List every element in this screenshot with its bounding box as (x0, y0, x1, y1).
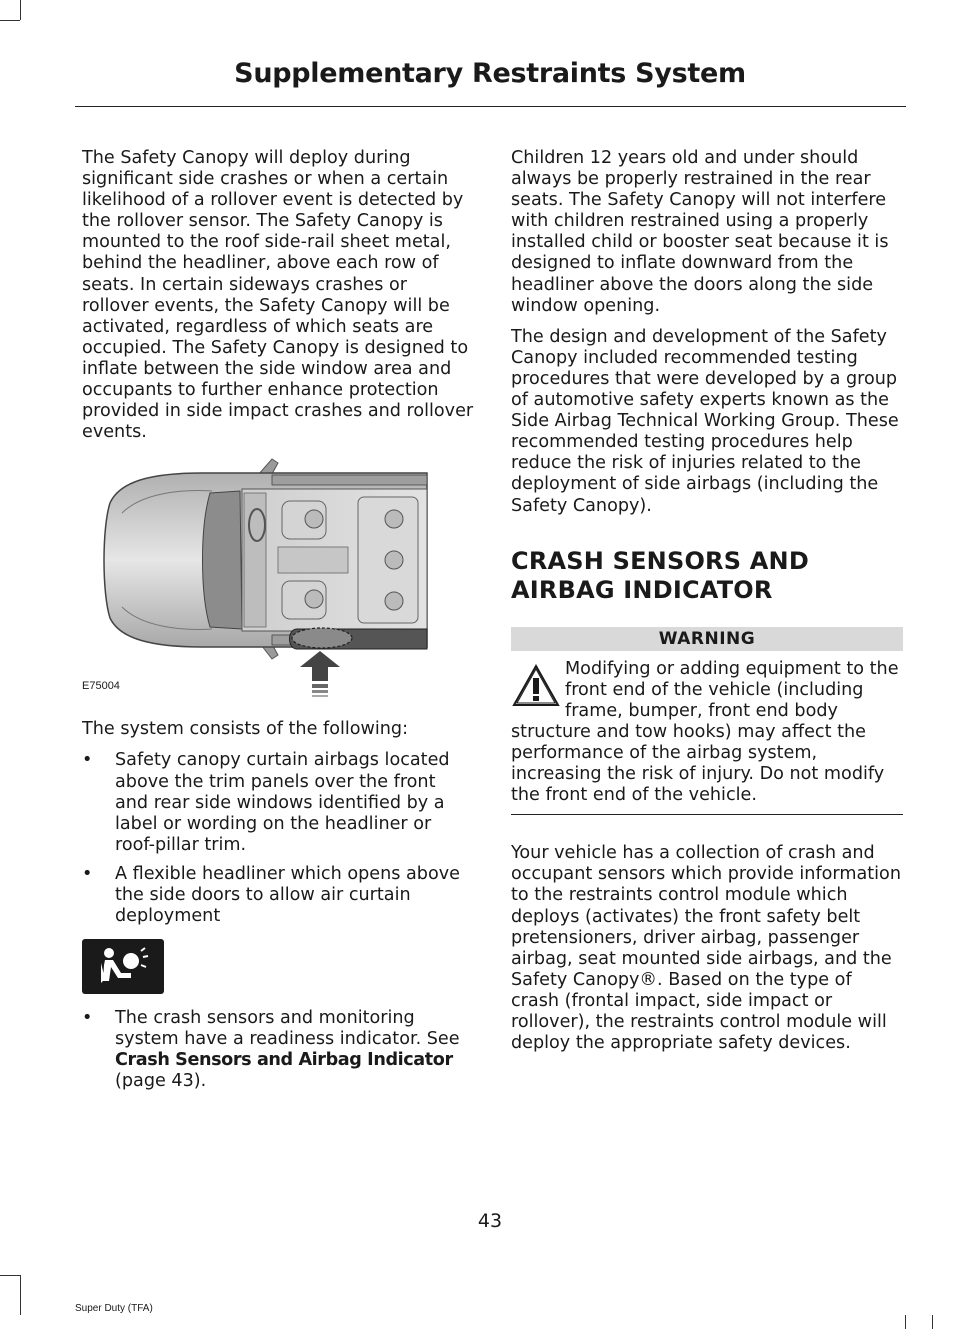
bullet-marker: • (82, 750, 93, 771)
warning-divider (511, 814, 903, 815)
readiness-list (82, 1008, 474, 1092)
footer-label: Super Duty (TFA) (75, 1303, 153, 1314)
right-column (511, 148, 903, 1064)
vehicle-topview-illustration (82, 453, 474, 705)
crop-mark (0, 1275, 20, 1276)
design-paragraph: The design and development of the Safety Canopy included recommended testing procedures that were developed by a group of automotive safety experts known as the Side Airbag Technical Working Group. These recommended testing procedures help reduce the risk of injuries related to the deployment of side airbags (including the Safety Canopy). (511, 326, 899, 516)
airbag-occupant-icon (95, 945, 151, 989)
warning-text: Modifying or adding equipment to the front end of the vehicle (including frame, bumper, front end body structure and tow hooks) may affect the performance of the airbag system, increasing the risk of injury. Do not modify the front end of the vehicle. (511, 658, 899, 806)
bullet-marker: • (82, 863, 93, 884)
safety-canopy-figure (82, 453, 474, 705)
warning-header: WARNING (511, 627, 903, 651)
warning-triangle-icon (511, 663, 561, 709)
section-heading: CRASH SENSORS AND AIRBAG INDICATOR (511, 546, 809, 604)
warning-box (511, 659, 903, 807)
header-divider (75, 106, 906, 107)
left-column (82, 148, 474, 1101)
crop-mark (20, 0, 21, 20)
figure-label: E75004 (82, 680, 120, 693)
list-item (82, 864, 474, 927)
sensors-paragraph: Your vehicle has a collection of crash and occupant sensors which provide information to the restraints control module which deploys (activates) the front safety belt pretensioners, driver airbag, passenger airbag, seat mounted side airbags, and the Safety Canopy®. Based on the type of crash (frontal impact, side impact or rollover), the restraints control module will deploy the appropriate safety devices. (511, 843, 901, 1054)
page-reference: (page 43). (115, 1071, 207, 1092)
list-item-text: The crash sensors and monitoring system have a readiness indicator. See (115, 1008, 460, 1050)
page-title: Supplementary Restraints System (234, 58, 746, 89)
crop-mark (905, 1315, 906, 1329)
list-item (82, 1008, 474, 1092)
page-number: 43 (477, 1210, 503, 1232)
list-item (82, 750, 474, 855)
bullet-marker: • (82, 1008, 93, 1029)
crop-mark (932, 1315, 933, 1329)
crop-mark (20, 1275, 21, 1315)
list-item-text: Safety canopy curtain airbags located above the trim panels over the front and rear side windows identified by a label or wording on the headliner or roof-pillar trim. (115, 750, 450, 855)
cross-reference-link[interactable]: Crash Sensors and Airbag Indicator (115, 1050, 453, 1071)
list-item-text: A flexible headliner which opens above the side doors to allow air curtain deployment (115, 863, 460, 927)
children-paragraph: Children 12 years old and under should always be properly restrained in the rear seats. The Safety Canopy will not interfere with children restrained using a properly installed child or booster seat because it is designed to inflate downward from the headliner above the doors along the side window opening. (511, 148, 889, 316)
safety-canopy-intro: The Safety Canopy will deploy during significant side crashes or when a certain likelihood of a rollover event is detected by the rollover sensor. The Safety Canopy is mounted to the roof side-rail sheet metal, behind the headliner, above each row of seats. In certain sideways crashes or rollover events, the Safety Canopy will be activated, regardless of which seats are occupied. The Safety Canopy is designed to inflate between the side window area and occupants to further enhance protection provided in side impact crashes and rollover events. (82, 148, 474, 443)
system-components-list (82, 750, 474, 927)
system-intro: The system consists of the following: (82, 719, 409, 740)
airbag-warning-icon (82, 939, 164, 994)
crop-mark (0, 20, 20, 21)
